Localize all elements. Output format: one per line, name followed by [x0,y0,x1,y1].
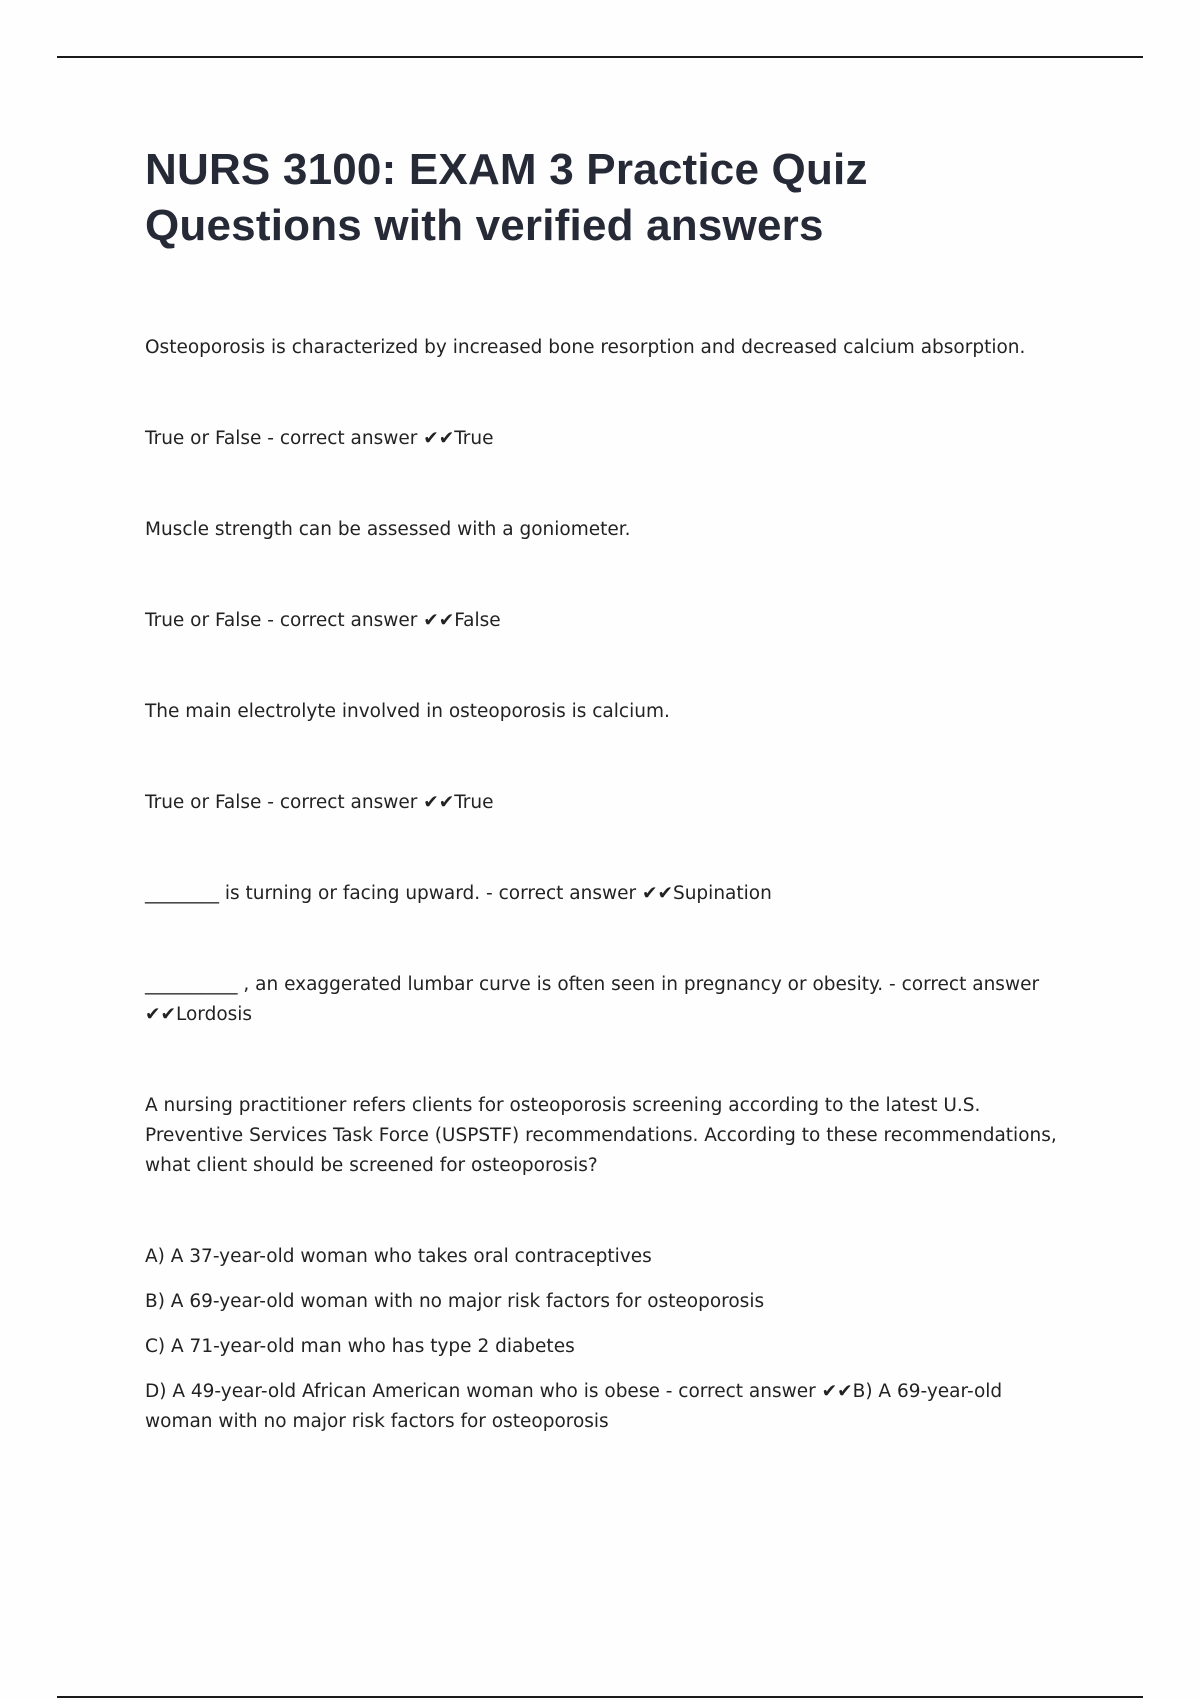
option-b: B) A 69-year-old woman with no major risk factors for osteoporosis [145,1291,765,1312]
document-title [145,142,1065,254]
question-2: Muscle strength can be assessed with a goniometer. [145,519,631,540]
question-3: The main electrolyte involved in osteoporosis is calcium. [145,701,670,722]
option-a: A) A 37-year-old woman who takes oral contraceptives [145,1246,652,1267]
bottom-rule [57,1696,1143,1698]
title-line-1: NURS 3100: EXAM 3 Practice Quiz [145,145,868,194]
answer-3: True or False - correct answer ✔✔True [145,792,494,813]
question-1: Osteoporosis is characterized by increased bone resorption and decreased calcium absorption. [145,337,1026,358]
fill-in-lordosis: __________ , an exaggerated lumbar curve is often seen in pregnancy or obesity. - correct answer ✔✔Lordosis [145,974,1040,1025]
options-list [145,1242,1065,1437]
option-c: C) A 71-year-old man who has type 2 diabetes [145,1336,575,1357]
question-uspstf: A nursing practitioner refers clients for osteoporosis screening according to the latest U.S. Preventive Services Task Force (USPSTF) recommendations. According to these recommendations, what client should be screened for osteoporosis? [145,1095,1057,1176]
qa-list [145,333,1065,1437]
top-rule [57,56,1143,58]
option-d-with-answer: D) A 49-year-old African American woman who is obese - correct answer ✔✔B) A 69-year-old woman with no major risk factors for osteoporosis [145,1381,1003,1432]
answer-1: True or False - correct answer ✔✔True [145,428,494,449]
answer-2: True or False - correct answer ✔✔False [145,610,501,631]
title-line-2: Questions with verified answers [145,201,824,250]
fill-in-supination: ________ is turning or facing upward. - correct answer ✔✔Supination [145,883,772,904]
document-body [145,142,1065,1437]
